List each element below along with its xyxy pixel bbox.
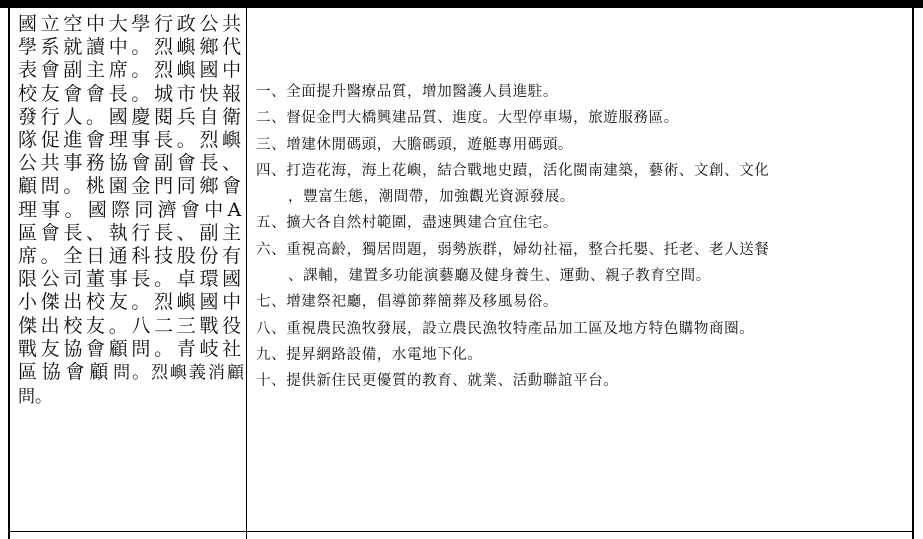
platform-item-3: 三、增建休閒碼頭，大膽碼頭，遊艇專用碼頭。 (256, 136, 574, 153)
platform-item-7: 七、增建祭祀廳，倡導節葬簡葬及移風易俗。 (256, 294, 558, 311)
table-top-border (0, 0, 923, 8)
candidate-experience-cell (18, 13, 244, 409)
experience-text: 國立空中大學行政公共學系就讀中。烈嶼鄉代表會副主席。烈嶼國中校友會會長。城市快報發行人。國慶閱兵自衛隊促進會理事長。烈嶼公共事務協會副會長、顧問。桃園金門同鄉會理事。國際同濟會中A區會長、執行長、副主席。全日通科技股份有限公司董事長。卓環國小傑出校友。烈嶼國中傑出校友。八二三戰役戰友協會顧問。青岐社區協會顧 (18, 13, 244, 384)
column-divider (246, 8, 247, 539)
row-bottom-border (8, 531, 914, 532)
platform-item-5: 五、擴大各自然村範圍，盡速興建合宜住宅。 (256, 215, 558, 232)
platform-item-2: 二、督促金門大橋興建品質、進度。大型停車場，旅遊服務區。 (256, 110, 679, 127)
platform-item-4-continuation: ，豐富生態，潮間帶，加強觀光資源發展。 (288, 189, 575, 206)
platform-item-4: 四、打造花海，海上花嶼，結合戰地史蹟，活化閩南建築，藝術、文創、文化 (256, 162, 770, 179)
platform-item-10: 十、提供新住民更優質的教育、就業、活動聯誼平台。 (256, 373, 619, 390)
platform-item-8: 八、重視農民漁牧發展，設立農民漁牧特產品加工區及地方特色購物商圈。 (256, 320, 755, 337)
platform-item-9: 九、提昇網路設備，水電地下化。 (256, 346, 483, 363)
political-platform-cell (256, 79, 916, 395)
platform-item-6: 六、重視高齡，獨居問題，弱勢族群，婦幼社福，整合托嬰、托老、老人送餐 (256, 241, 770, 258)
experience-text-tail: 問。烈嶼義消顧問。 (18, 363, 245, 408)
platform-item-1: 一、全面提升醫療品質，增加醫護人員進駐。 (256, 84, 558, 100)
platform-item-6-continuation: 、課輔，建置多功能演藝廳及健身養生、運動、親子教育空間。 (288, 268, 711, 285)
